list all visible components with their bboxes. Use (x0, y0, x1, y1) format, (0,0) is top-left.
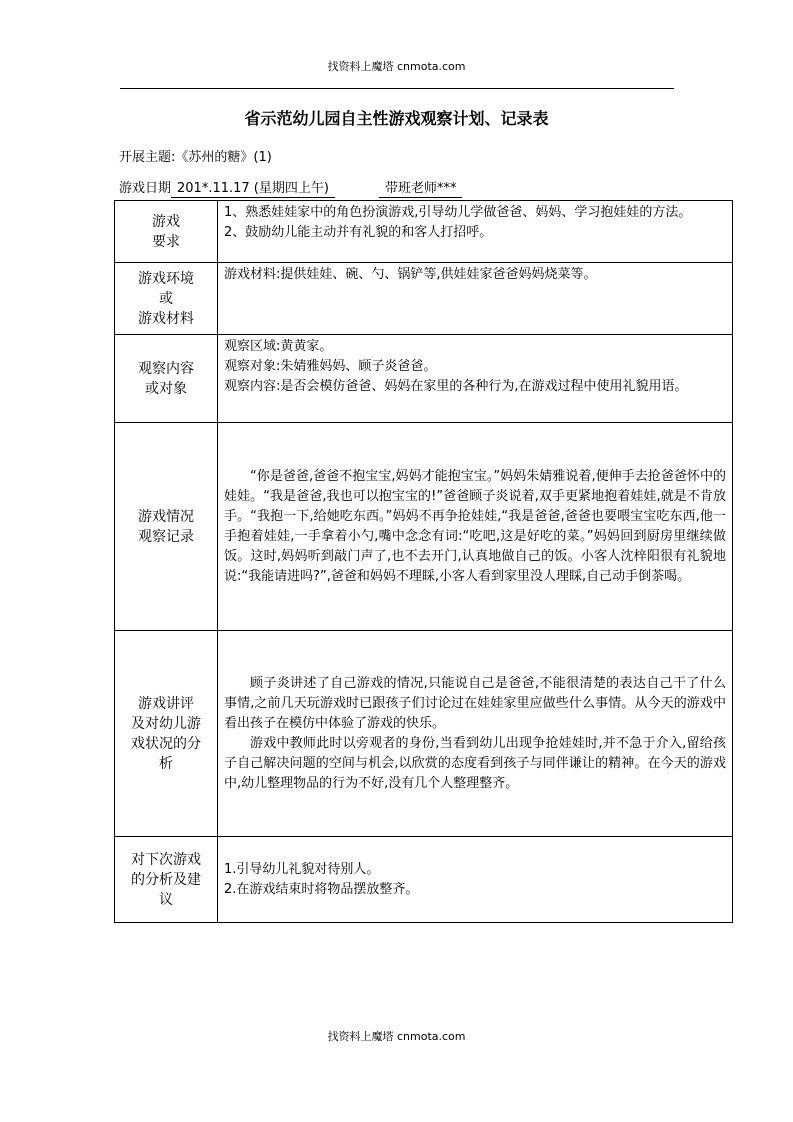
table-row (115, 423, 733, 631)
row-content: 顾子炎讲述了自己游戏的情况,只能说自己是爸爸,不能很清楚的表达自己干了什么事情,之前几天玩游戏时已跟孩子们讨论过在娃娃家里应做些什么事情。从今天的游戏中看出孩子在模仿中体验了游戏的快乐。 游戏中教师此时以旁观者的身份,当看到幼儿出现争抢娃娃时,并不急于介入,留给孩子自己解决问题的空间与机会,以欣赏的态度看到孩子与同伴谦让的精神。在今天的游戏中,幼儿整理物品的行为不好,没有几个人整理整齐。 (218, 631, 733, 837)
page-footer: 找资料上魔塔 cnmota.com (327, 1030, 466, 1043)
row-label: 游戏情况 观察记录 (115, 423, 218, 631)
table-row (115, 263, 733, 335)
date-label: 游戏日期 (119, 181, 172, 196)
date-value: 201*.11.17 (星期四上午) (171, 177, 335, 198)
theme-line: 开展主题:《苏州的糖》(1) (119, 150, 272, 165)
row-label: 游戏讲评 及对幼儿游 戏状况的分 析 (115, 631, 218, 837)
teacher-field: 带班老师*** (379, 177, 463, 198)
info-row (119, 177, 462, 198)
header-divider (120, 88, 674, 89)
row-content: 1、熟悉娃娃家中的角色扮演游戏,引导幼儿学做爸爸、妈妈、学习抱娃娃的方法。 2、鼓励幼儿能主动并有礼貌的和客人打招呼。 (218, 201, 733, 263)
row-content: 游戏材料:提供娃娃、碗、勺、锅铲等,供娃娃家爸爸妈妈烧菜等。 (218, 263, 733, 335)
document-title: 省示范幼儿园自主性游戏观察计划、记录表 (244, 109, 549, 128)
table-row (115, 201, 733, 263)
table-row (115, 335, 733, 423)
row-label: 游戏 要求 (115, 201, 218, 263)
page-header: 找资料上魔塔 cnmota.com (327, 60, 466, 73)
row-content: 1.引导幼儿礼貌对待别人。 2.在游戏结束时将物品摆放整齐。 (218, 837, 733, 923)
row-label: 游戏环境 或 游戏材料 (115, 263, 218, 335)
row-label: 对下次游戏 的分析及建 议 (115, 837, 218, 923)
row-content: 观察区域:黄黄家。 观察对象:朱婧雅妈妈、顾子炎爸爸。 观察内容:是否会模仿爸爸、妈妈在家里的各种行为,在游戏过程中使用礼貌用语。 (218, 335, 733, 423)
observation-table (114, 200, 733, 923)
row-label: 观察内容 或对象 (115, 335, 218, 423)
row-content: “你是爸爸,爸爸不抱宝宝,妈妈才能抱宝宝。”妈妈朱婧雅说着,便伸手去抢爸爸怀中的娃娃。“我是爸爸,我也可以抱宝宝的!”爸爸顾子炎说着,双手更紧地抱着娃娃,就是不肯放手。“我抱一下,给她吃东西。”妈妈不再争抢娃娃,“我是爸爸,爸爸也要喂宝宝吃东西,他一手抱着娃娃,一手拿着小勺,嘴中念念有词:“吃吧,这是好吃的菜。”妈妈回到厨房里继续做饭。这时,妈妈听到敲门声了,也不去开门,认真地做自己的饭。小客人沈梓阳很有礼貌地说:“我能请进吗?”,爸爸和妈妈不理睬,小客人看到家里没人理睬,自己动手倒茶喝。 (218, 423, 733, 631)
table-row (115, 837, 733, 923)
table-row (115, 631, 733, 837)
